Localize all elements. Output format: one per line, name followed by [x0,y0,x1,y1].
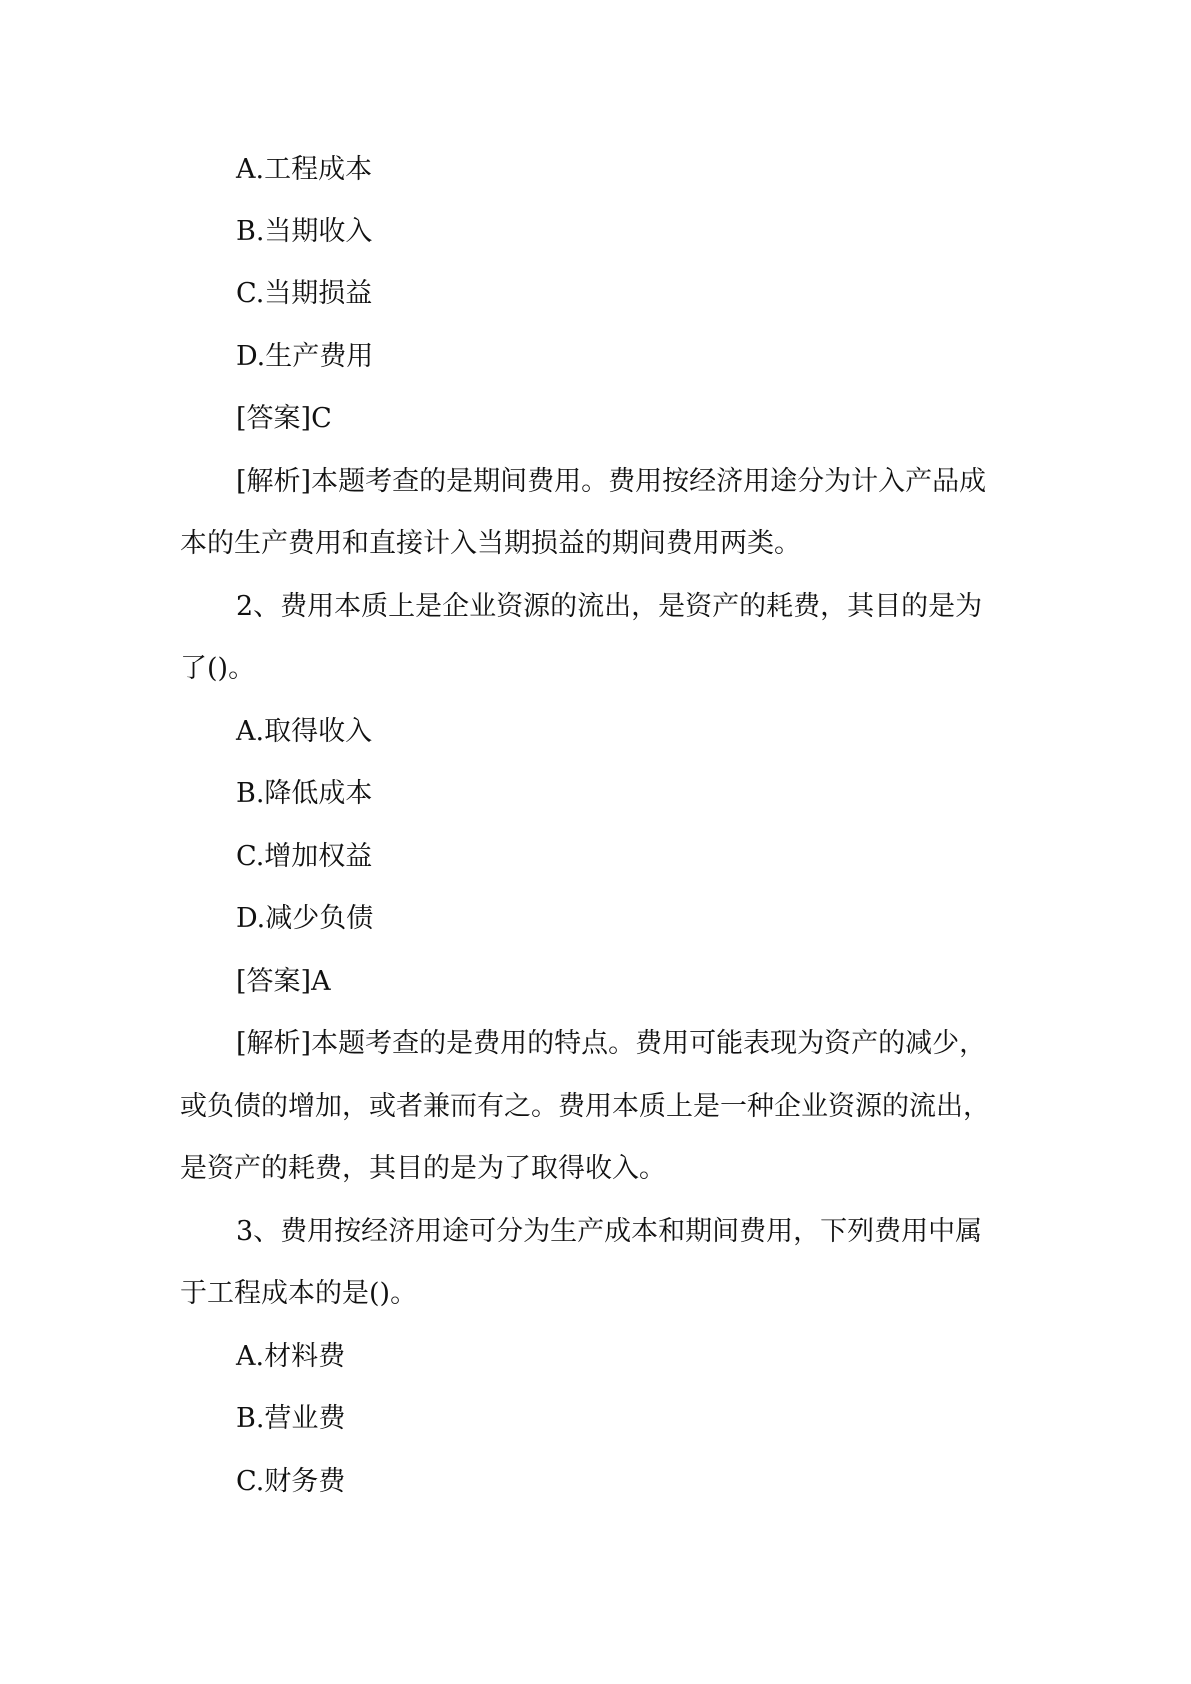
analysis-text: 本的生产费用和直接计入当期损益的期间费用两类。 [180,528,801,559]
analysis-text: 是资产的耗费，其目的是为了取得收入。 [180,1153,666,1184]
option-b: B.营业费 [236,1403,346,1434]
analysis-text: 或负债的增加，或者兼而有之。费用本质上是一种企业资源的流出， [180,1091,990,1122]
answer-text: [答案]C [236,403,332,434]
question-2-stem: 了()。 [180,653,256,684]
option-a: A.取得收入 [236,716,373,747]
option-c: C.增加权益 [236,841,373,872]
option-d: D.生产费用 [236,341,374,372]
question-3-stem: 于工程成本的是()。 [180,1278,418,1309]
analysis-text: [解析]本题考查的是费用的特点。费用可能表现为资产的减少， [236,1028,987,1059]
answer-text: [答案]A [236,966,331,997]
option-b: B.当期收入 [236,216,373,247]
option-a: A.材料费 [236,1341,346,1372]
option-a: A.工程成本 [236,154,373,185]
option-b: B.降低成本 [236,778,373,809]
analysis-text: [解析]本题考查的是期间费用。费用按经济用途分为计入产品成 [236,466,987,497]
option-c: C.财务费 [236,1466,346,1497]
option-c: C.当期损益 [236,278,373,309]
question-2-stem: 2、费用本质上是企业资源的流出，是资产的耗费，其目的是为 [236,591,983,622]
option-d: D.减少负债 [236,903,374,934]
question-3-stem: 3、费用按经济用途可分为生产成本和期间费用，下列费用中属 [236,1216,983,1247]
